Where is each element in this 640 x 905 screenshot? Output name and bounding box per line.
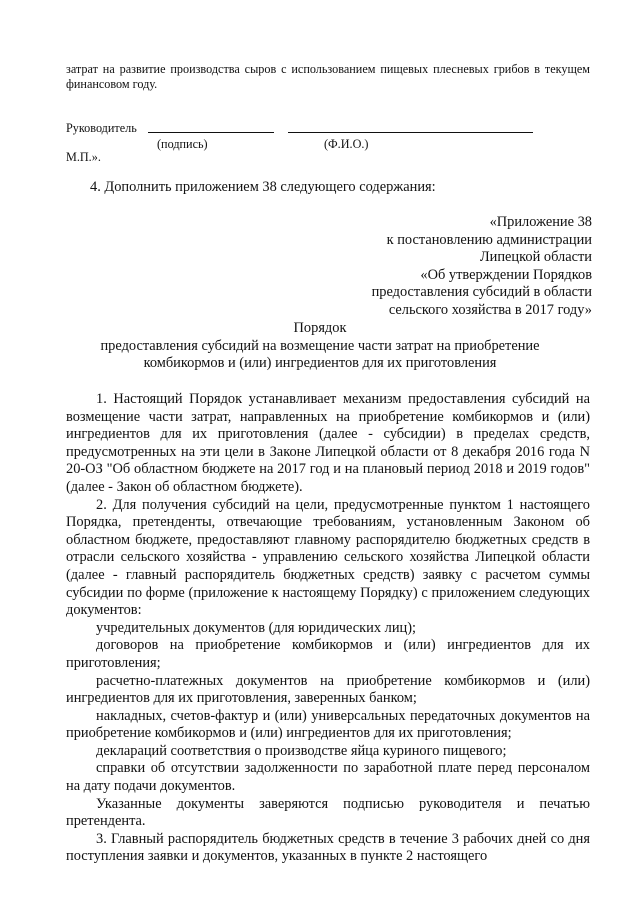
- doc-title-line: комбикормов и (или) ингредиентов для их приготовления: [143, 355, 497, 372]
- appendix-header-line: «Об утверждении Порядков: [420, 266, 592, 283]
- paragraph-1: 1. Настоящий Порядок устанавливает механизм предоставления субсидий на возмещение части затрат, направленных на приобретение комбикормов и (или) ингредиентов для их приготовления (далее - субсидии) в пределах средств, предусмотренных на эти цели в Законе Липецкой области от 8 декабря 2016 года N 20-ОЗ "Об областном бюджете на 2017 год и на плановый период 2018 и 2019 годов" (далее - Закон об областном бюджете).: [66, 391, 590, 495]
- signature-role-label: Руководитель: [66, 121, 137, 135]
- paragraph-certification: Указанные документы заверяются подписью руководителя и печатью претендента.: [66, 795, 590, 830]
- appendix-header-line: предоставления субсидий в области: [371, 284, 592, 301]
- body-text: [66, 391, 590, 866]
- list-item: деклараций соответствия о производстве яйца куриного пищевого;: [96, 742, 507, 759]
- name-line: [288, 132, 533, 133]
- list-item: расчетно-платежных документов на приобретение комбикормов и (или) ингредиентов для их приготовления, заверенных банком;: [66, 672, 590, 707]
- paragraph-3: 3. Главный распорядитель бюджетных средств в течение 3 рабочих дней со дня поступления заявки и документов, указанных в пункте 2 настоящего: [66, 830, 590, 865]
- list-item: накладных, счетов-фактур и (или) универсальных передаточных документов на приобретение комбикормов и (или) ингредиентов для их приготовления;: [66, 707, 590, 742]
- paragraph-2: 2. Для получения субсидий на цели, предусмотренные пунктом 1 настоящего Порядка, претенденты, отвечающие требованиям, установленным Законом об областном бюджете, предоставляют главному распорядителю бюджетных средств в отрасли сельского хозяйства - управлению сельского хозяйства Липецкой области (далее - главный распорядитель бюджетных средств) заявку с расчетом суммы субсидии по форме (приложение к настоящему Порядку) с приложением следующих документов:: [66, 496, 590, 619]
- list-item: учредительных документов (для юридических лиц);: [96, 619, 417, 636]
- appendix-header-line: «Приложение 38: [489, 214, 592, 230]
- name-caption: (Ф.И.О.): [324, 137, 369, 151]
- doc-title-line: Порядок: [293, 320, 347, 336]
- appendix-header-line: Липецкой области: [479, 249, 592, 266]
- appendix-header-line: к постановлению администрации: [386, 231, 592, 248]
- doc-title-line: предоставления субсидий на возмещение части затрат на приобретение: [100, 337, 540, 354]
- addition-item: 4. Дополнить приложением 38 следующего содержания:: [90, 179, 436, 195]
- intro-paragraph: затрат на развитие производства сыров с использованием пищевых плесневых грибов в текущем финансовом году.: [66, 62, 590, 91]
- signature-caption: (подпись): [157, 137, 208, 151]
- appendix-header: [372, 214, 592, 320]
- appendix-header-line: сельского хозяйства в 2017 году»: [388, 301, 592, 318]
- seal-label: М.П.».: [66, 150, 101, 164]
- list-item: справки об отсутствии задолженности по заработной плате перед персоналом на дату подачи документов.: [66, 760, 590, 795]
- list-item: договоров на приобретение комбикормов и (или) ингредиентов для их приготовления;: [66, 637, 590, 671]
- signature-line: [148, 132, 274, 133]
- doc-title: [0, 320, 640, 373]
